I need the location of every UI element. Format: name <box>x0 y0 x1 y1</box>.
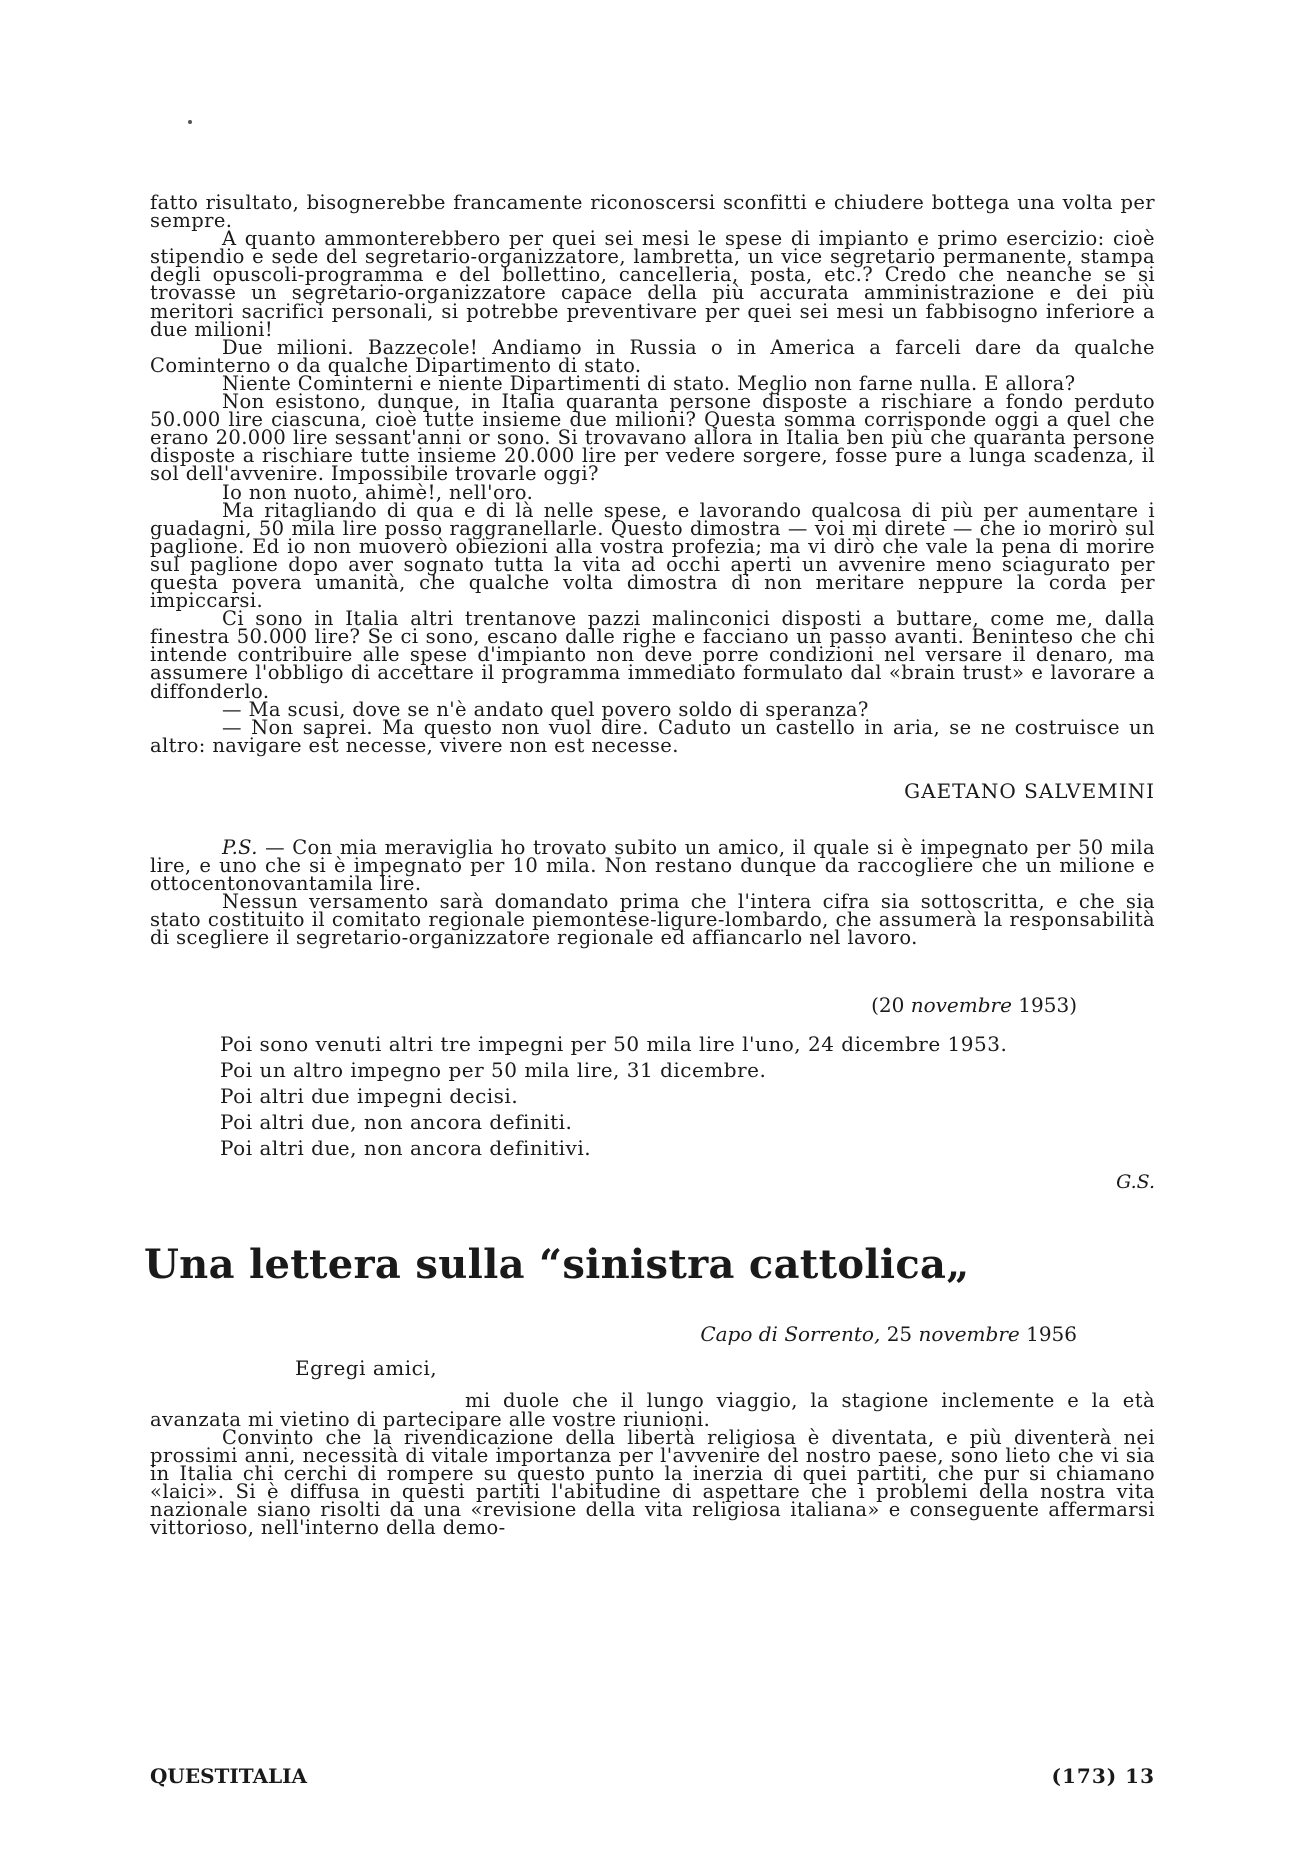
postscript-paragraph: Nessun versamento sarà domandato prima che l'intera cifra sia sottoscritta, e che sia stato costituito il comitato regionale piemontese-ligure-lombardo, che assumerà la responsabilità di scegliere il segretario-organizzatore regionale ed affiancarlo nel lavoro. <box>150 890 1155 950</box>
paragraph: — Non saprei. Ma questo non vuol dire. Caduto un castello in aria, se ne costruisce un altro: navigare est necesse, vivere non est necesse. <box>150 715 1155 757</box>
page-body <box>144 191 1155 1540</box>
pledge-line: Poi altri due impegni decisi. <box>220 1084 519 1109</box>
pledge-list <box>220 1031 1155 1161</box>
salvemini-text <box>150 191 1155 757</box>
scan-speck <box>188 120 192 124</box>
page-number: (173) 13 <box>1051 1764 1155 1788</box>
article-title: Una lettera sulla “sinistra cattolica„ <box>144 1241 970 1289</box>
pledge-line: Poi altri due, non ancora definitivi. <box>220 1136 592 1161</box>
postscript <box>150 835 1155 950</box>
paragraph: — Ma scusi, dove se n'è andato quel povero soldo di speranza? <box>222 697 869 721</box>
author-signature: GAETANO SALVEMINI <box>904 778 1155 803</box>
paragraph: Io non nuoto, ahimè!, nell'oro. <box>222 480 534 504</box>
paragraph: fatto risultato, bisognerebbe francamente riconoscersi sconfitti e chiudere bottega una volta per sempre. <box>150 191 1155 233</box>
postscript-text: — Con mia meraviglia ho trovato subito un amico, il quale si è impegnato per 50 mila lire, e uno che si è impegnato per 10 mila. Non restano dunque da raccogliere che un milione e ottocentonovantamila lire. <box>150 835 1155 896</box>
postscript-label: P.S. <box>222 835 258 859</box>
paragraph: A quanto ammonterebbero per quei sei mesi le spese di impianto e primo esercizio: cioè stipendio e sede del segretario-organizzatore, lambretta, un vice segretario permanente, stampa degli opuscoli-programma e del bollettino, cancelleria, posta, etc.? Credo che neanche se si trovasse un segretario-organizzatore capace della più accurata amministrazione e dei più meritori sacrifici personali, si potrebbe preventivare per quei sei mesi un fabbisogno inferiore a due milioni! <box>150 227 1155 341</box>
paragraph: Due milioni. Bazzecole! Andiamo in Russia o in America a farceli dare da qualche Cominterno o da qualche Dipartimento di stato. <box>150 335 1155 377</box>
postscript-paragraph <box>150 835 1155 896</box>
pledge-line: Poi altri due, non ancora definiti. <box>220 1110 573 1135</box>
paragraph: Non esistono, dunque, in Italia quaranta persone disposte a rischiare a fondo perduto 50.000 lire ciascuna, cioè tutte insieme due milioni? Questa somma corrisponde oggi a quel che erano 20.000 lire sessant'anni or sono. Si trovavano allora in Italia ben più che quaranta persone disposte a rischiare tutte insieme 20.000 lire per vedere sorgere, fosse pure a lunga scadenza, il sol dell'avvenire. Impossibile trovarle oggi? <box>150 390 1155 486</box>
author-initials: G.S. <box>1116 1171 1155 1194</box>
journal-name: QUESTITALIA <box>150 1764 308 1788</box>
letter-paragraph: Convinto che la rivendicazione della libertà religiosa è diventata, e più diventerà nei prossimi anni, necessità di vitale importanza per l'avvenire del nostro paese, sono lieto che vi sia in Italia chi cerchi di rompere su questo punto la inerzia di quei partiti, che pur si chiamano «laici». Si è diffusa in questi partiti l'abitudine di aspettare che i problemi della nostra vita nazionale siano risolti da una «revisione della vita religiosa italiana» e conseguente affermarsi vittorioso, nell'interno della demo- <box>150 1425 1155 1540</box>
page-footer <box>150 1764 1155 1788</box>
pledge-line: Poi sono venuti altri tre impegni per 50 mila lire l'uno, 24 dicembre 1953. <box>220 1032 1008 1057</box>
postscript-date: (20 novembre 1953) <box>871 993 1077 1018</box>
letter-paragraph: mi duole che il lungo viaggio, la stagione inclemente e la età avanzata mi vietino di partecipare alle vostre riunioni. <box>150 1389 1155 1431</box>
letter-salutation: Egregi amici, <box>295 1356 438 1381</box>
letter-place-date: Capo di Sorrento, 25 novembre 1956 <box>700 1322 1077 1347</box>
paragraph: Niente Cominterni e niente Dipartimenti di stato. Meglio non farne nulla. E allora? <box>222 371 1076 395</box>
paragraph: Ci sono in Italia altri trentanove pazzi malinconici disposti a buttare, come me, dalla finestra 50.000 lire? Se ci sono, escano dalle righe e facciano un passo avanti. Beninteso che chi intende contribuire alle spese d'impianto non deve porre condizioni nel versare il denaro, ma assumere l'obbligo di accettare il programma immediato formulato dal «brain trust» e lavorare a diffonderlo. <box>150 607 1155 703</box>
paragraph: Ma ritagliando di qua e di là nelle spese, e lavorando qualcosa di più per aumentare i guadagni, 50 mila lire posso raggranellarle. Questo dimostra — voi mi direte — che io morirò sul paglione. Ed io non muoverò obiezioni alla vostra profezia; ma vi dirò che vale la pena di morire sul paglione dopo aver sognato tutta la vita ad occhi aperti un avvenire meno sciagurato per questa povera umanità, che qualche volta dimostra di non meritare neppure la corda per impiccarsi. <box>150 498 1155 613</box>
pledge-line: Poi un altro impegno per 50 mila lire, 31 dicembre. <box>220 1058 767 1083</box>
